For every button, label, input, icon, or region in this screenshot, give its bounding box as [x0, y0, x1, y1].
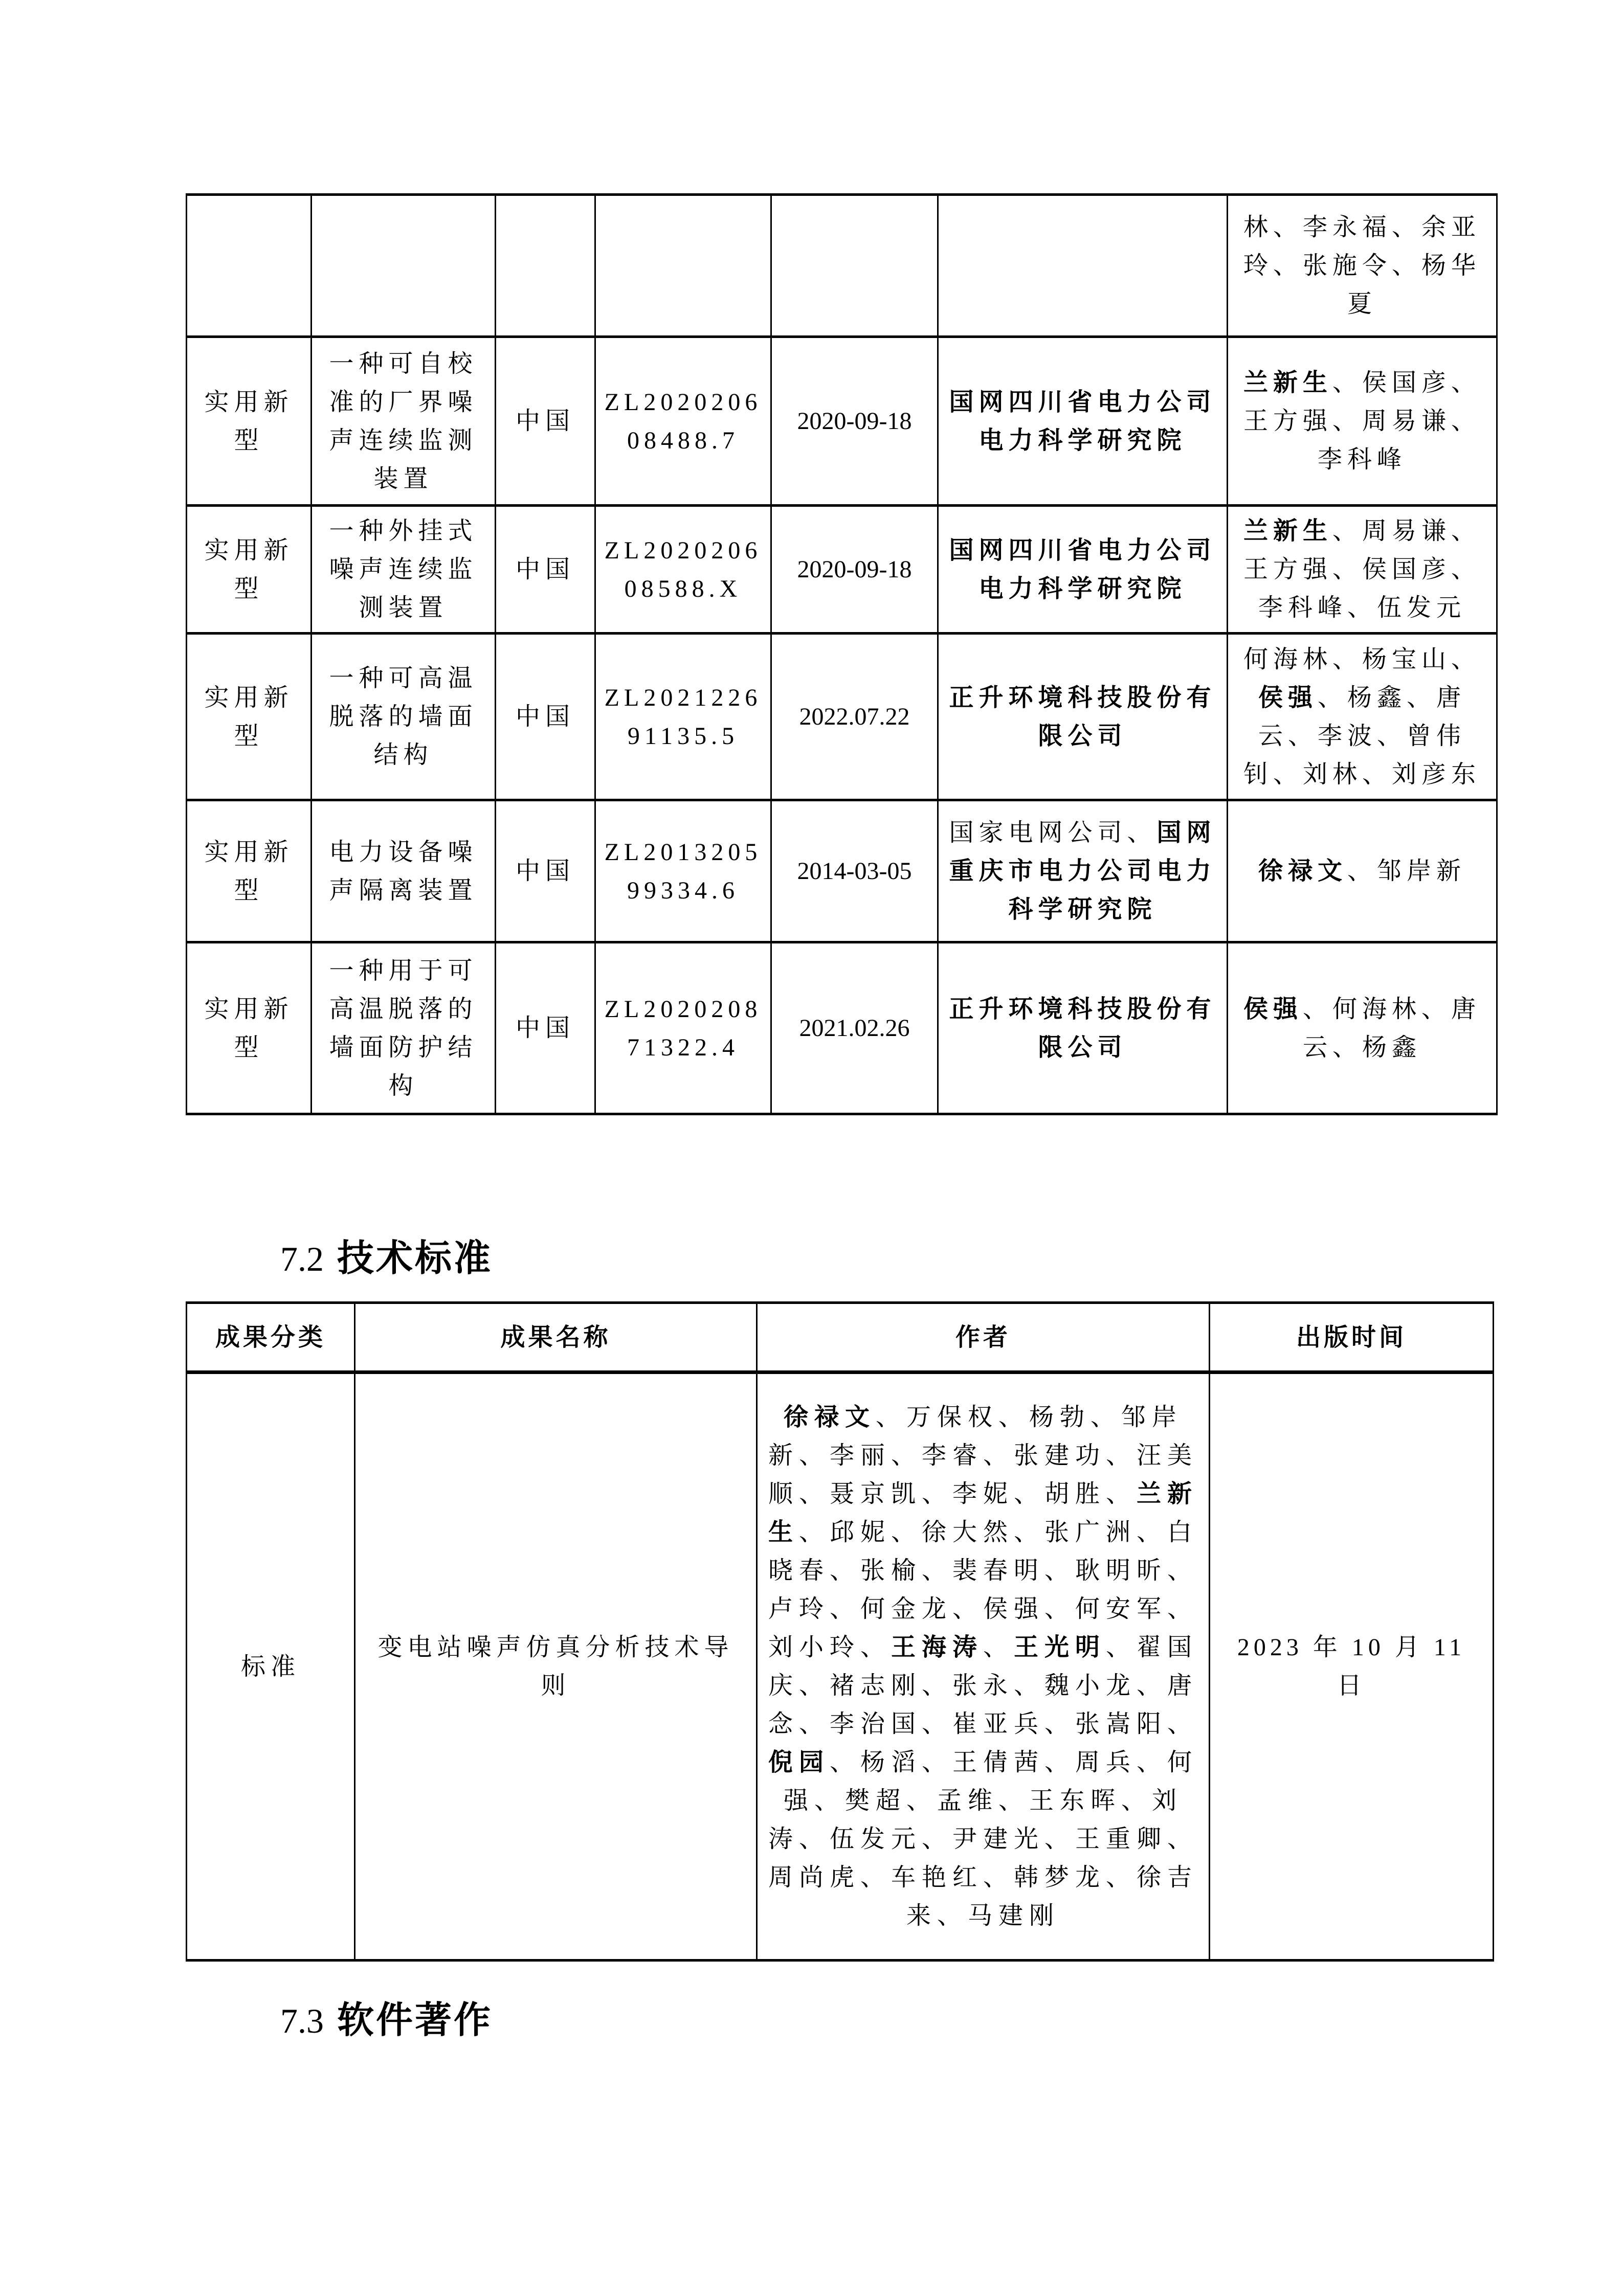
patent-number-cell: ZL202122691135.5 [595, 634, 771, 800]
patent-number-cell: ZL202020608588.X [595, 506, 771, 634]
table-row-patent [187, 337, 1497, 506]
section-title: 技术标准 [337, 1238, 493, 1279]
inventors-cell: 兰新生、周易谦、王方强、侯国彦、李科峰、伍发元 [1228, 506, 1497, 634]
date-cell: 2022.07.22 [771, 634, 938, 800]
assignee-cell: 国网四川省电力公司电力科学研究院 [938, 506, 1228, 634]
publish-date-cell: 2023 年 10 月 11 日 [1210, 1372, 1494, 1961]
section-title: 软件著作 [337, 2000, 493, 2041]
patent-name-cell: 电力设备噪声隔离装置 [312, 800, 496, 942]
inventors-cell: 兰新生、侯国彦、王方强、周易谦、李科峰 [1228, 337, 1497, 506]
table-row-patent [187, 506, 1497, 634]
empty-cell [771, 195, 938, 337]
table-row-patent [187, 800, 1497, 942]
patent-name-cell: 一种外挂式噪声连续监测装置 [312, 506, 496, 634]
country-cell: 中国 [496, 634, 595, 800]
inventors-cell: 侯强、何海林、唐云、杨鑫 [1228, 942, 1497, 1114]
country-cell: 中国 [496, 506, 595, 634]
standard-name-cell: 变电站噪声仿真分析技术导则 [355, 1372, 757, 1961]
column-header-category: 成果分类 [187, 1303, 355, 1372]
patent-number-cell: ZL202020871322.4 [595, 942, 771, 1114]
table-row-standard [187, 1372, 1494, 1961]
patent-type-cell: 实用新型 [187, 506, 312, 634]
assignee-cell: 国家电网公司、国网重庆市电力公司电力科学研究院 [938, 800, 1228, 942]
empty-cell [938, 195, 1228, 337]
empty-cell [496, 195, 595, 337]
date-cell: 2020-09-18 [771, 506, 938, 634]
country-cell: 中国 [496, 337, 595, 506]
section-number: 7.2 [280, 1240, 324, 1278]
patent-name-cell: 一种可高温脱落的墙面结构 [312, 634, 496, 800]
country-cell: 中国 [496, 942, 595, 1114]
section-heading-7-2 [280, 1228, 493, 1281]
table-row-continuation [187, 195, 1497, 337]
section-heading-7-3 [280, 1990, 493, 2043]
patent-type-cell: 实用新型 [187, 634, 312, 800]
assignee-cell: 正升环境科技股份有限公司 [938, 634, 1228, 800]
inventors-cell: 何海林、杨宝山、侯强、杨鑫、唐云、李波、曾伟钊、刘林、刘彦东 [1228, 634, 1497, 800]
date-cell: 2021.02.26 [771, 942, 938, 1114]
column-header-name: 成果名称 [355, 1303, 757, 1372]
section-number: 7.3 [280, 2001, 324, 2040]
assignee-cell: 正升环境科技股份有限公司 [938, 942, 1228, 1114]
authors-cell: 徐禄文、万保权、杨勃、邹岸新、李丽、李睿、张建功、汪美顺、聂京凯、李妮、胡胜、兰新生、邱妮、徐大然、张广洲、白晓春、张榆、裴春明、耿明昕、卢玲、何金龙、侯强、何安军、刘小玲、王海涛、王光明、翟国庆、褚志刚、张永、魏小龙、唐念、李治国、崔亚兵、张嵩阳、倪园、杨滔、王倩茜、周兵、何强、樊超、孟维、王东晖、刘涛、伍发元、尹建光、王重卿、周尚虎、车艳红、韩梦龙、徐吉来、马建刚 [757, 1372, 1210, 1961]
date-cell: 2020-09-18 [771, 337, 938, 506]
inventors-cell: 林、李永福、余亚玲、张施令、杨华夏 [1228, 195, 1497, 337]
column-header-date: 出版时间 [1210, 1303, 1494, 1372]
country-cell: 中国 [496, 800, 595, 942]
empty-cell [595, 195, 771, 337]
patent-type-cell: 实用新型 [187, 800, 312, 942]
patent-name-cell: 一种用于可高温脱落的墙面防护结构 [312, 942, 496, 1114]
inventors-cell: 徐禄文、邹岸新 [1228, 800, 1497, 942]
patent-type-cell: 实用新型 [187, 942, 312, 1114]
category-cell: 标准 [187, 1372, 355, 1961]
patent-name-cell: 一种可自校准的厂界噪声连续监测装置 [312, 337, 496, 506]
patent-number-cell: ZL201320599334.6 [595, 800, 771, 942]
patent-type-cell: 实用新型 [187, 337, 312, 506]
empty-cell [187, 195, 312, 337]
table-row-patent [187, 942, 1497, 1114]
column-header-authors: 作者 [757, 1303, 1210, 1372]
standards-table [186, 1301, 1494, 1962]
table-row-patent [187, 634, 1497, 800]
table-header-row [187, 1303, 1494, 1372]
date-cell: 2014-03-05 [771, 800, 938, 942]
assignee-cell: 国网四川省电力公司电力科学研究院 [938, 337, 1228, 506]
patent-number-cell: ZL202020608488.7 [595, 337, 771, 506]
patents-table [186, 193, 1498, 1115]
empty-cell [312, 195, 496, 337]
